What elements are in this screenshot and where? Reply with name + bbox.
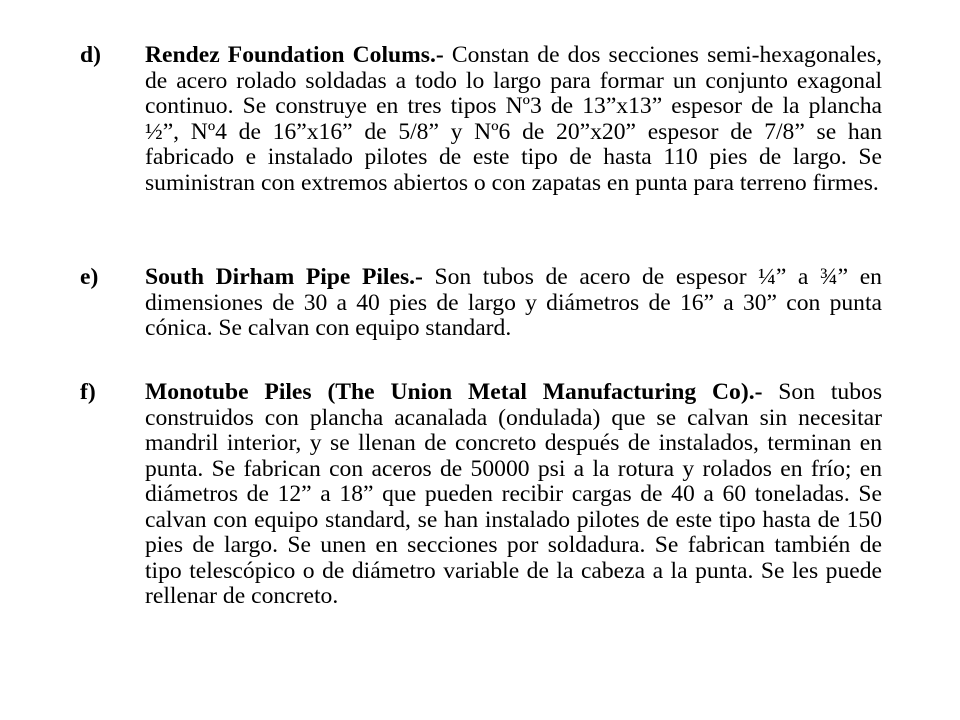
list-item-d	[80, 43, 882, 196]
item-text	[145, 380, 882, 610]
item-marker: e)	[80, 264, 99, 290]
item-marker: d)	[80, 42, 101, 68]
item-title: Rendez Foundation Colums.-	[145, 42, 444, 68]
item-text	[145, 43, 882, 196]
list-item-e	[80, 265, 882, 342]
item-body: Constan de dos secciones semi-hexagonales, de acero rolado soldadas a todo lo largo para formar un conjunto exagonal continuo. Se construye en tres tipos Nº3 de 13”x13” espesor de la plancha ½”, Nº4 de 16”x16” de 5/8” y Nº6 de 20”x20” espesor de 7/8” se han fabricado e instalado pilotes de este tipo de hasta 110 pies de largo. Se suministran con extremos abiertos o con zapatas en punta para terreno firmes.	[145, 42, 882, 196]
list-item-f	[80, 380, 882, 610]
item-title: Monotube Piles (The Union Metal Manufacturing Co).-	[145, 379, 763, 405]
item-marker: f)	[80, 379, 96, 405]
item-body: Son tubos de acero de espesor ¼” a ¾” en dimensiones de 30 a 40 pies de largo y diámetros de 16” a 30” con punta cónica. Se calvan con equipo standard.	[145, 264, 882, 341]
item-text	[145, 265, 882, 342]
item-title: South Dirham Pipe Piles.-	[145, 264, 423, 290]
item-body: Son tubos construidos con plancha acanalada (ondulada) que se calvan sin necesitar mandril interior, y se llenan de concreto después de instalados, terminan en punta. Se fabrican con aceros de 50000 psi a la rotura y rolados en frío; en diámetros de 12” a 18” que pueden recibir cargas de 40 a 60 toneladas. Se calvan con equipo standard, se han instalado pilotes de este tipo hasta de 150 pies de largo. Se unen en secciones por soldadura. Se fabrican también de tipo telescópico o de diámetro variable de la cabeza a la punta. Se les puede rellenar de concreto.	[145, 379, 883, 609]
